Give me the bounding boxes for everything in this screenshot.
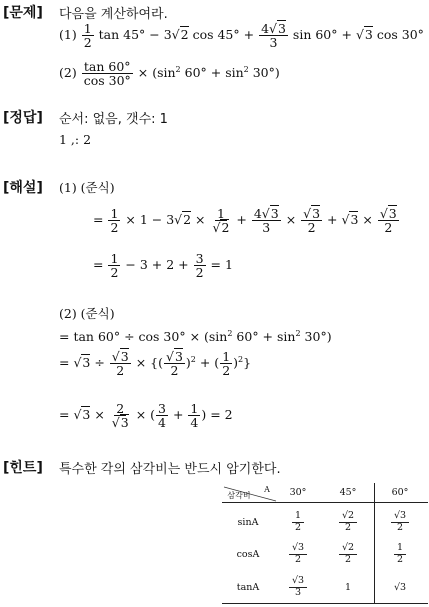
solution-1-result: = 1 (210, 257, 233, 273)
item-1-number: (1) (59, 27, 77, 43)
solution-1-step-2: = $\frac{1}{2}$ − 3 + 2 + $\frac{3}{2}$ = 1 (93, 251, 233, 281)
table-cos-60: 1 2 (380, 540, 420, 568)
solution-1-step-1: = $\frac{1}{2}$ × 1 − 3√ 2 × 1 √ 2 + $\frac{4√ 3}{3}$ × √ $\frac{3}{2}$ + √ 3 × √ $\frac{3}{2}$ (93, 207, 400, 234)
solution-part-1-title: (1) (준식) (59, 180, 115, 195)
table-tan-45: 1 (344, 581, 352, 593)
solution-2-result: = 2 (210, 407, 233, 423)
table-bottom-border (222, 603, 428, 604)
problem-instruction: 다음을 계산하여라. (59, 7, 168, 22)
table-tan-30: √3 3 (278, 573, 318, 601)
table-corner-bottom: 삼각비 (227, 490, 251, 500)
answer-line-2: 1 ,: 2 (59, 132, 92, 147)
table-row-name-tan: tanA (236, 581, 260, 593)
table-column-divider (374, 483, 375, 604)
problem-item-1: (1) $\frac{1}{2}$ tan 45° − 3√ 2 cos 45° + $\frac{4√ 3}{3}$ sin 60° + √ 3 cos 30° (59, 22, 424, 49)
solution-part-2-title: (2) (준식) (59, 306, 115, 321)
table-cos-30: √3 2 (278, 540, 318, 568)
table-cos-45: √2 2 (328, 540, 368, 568)
solution-label: [해설] (3, 180, 43, 196)
table-sin-30: 1 2 (278, 508, 318, 536)
table-row-name-sin: sinA (237, 516, 259, 528)
table-row-name-cos: cosA (236, 548, 260, 560)
table-angle-30: 30° (289, 486, 307, 498)
answer-line-1: 순서: 없음, 갯수: 1 (59, 112, 168, 127)
table-sin-45: √2 2 (328, 508, 368, 536)
problem-item-2: (2) $\frac{\tan 60^\circ}{\cos 30^\circ}$ × ($\sin^2$ $60^\circ + \sin^2 30^\circ$) (59, 59, 280, 89)
table-tan-60: √3 (393, 581, 407, 593)
problem-label: [문제] (3, 5, 43, 21)
solution-2-step-2: = √ 3 ÷ √ $\frac{3}{2}$ × {( √ $\frac{3}{2}$ )$^2$ + ( $\frac{1}{2}$ )$^2$} (59, 350, 251, 377)
hint-label: [힌트] (3, 460, 43, 476)
hint-text: 특수한 각의 삼각비는 반드시 암기한다. (59, 462, 281, 477)
solution-2-step-1: = $\tan 60^\circ \div \cos 30^\circ \times (\sin^2$ $60^\circ + \sin^2 30^\circ$) (59, 329, 332, 345)
table-angle-45: 45° (339, 486, 357, 498)
solution-2-step-3: = √ 3 × 2 √ 3 × ( $\frac{3}{4}$ + $\frac{1}{4}$ ) = 2 (59, 402, 233, 429)
answer-label: [정답] (3, 110, 43, 126)
table-angle-60: 60° (391, 486, 409, 498)
trig-ratio-table (222, 483, 428, 604)
table-corner-top: A (264, 484, 270, 494)
item-2-number: (2) (59, 65, 77, 81)
table-sin-60: √3 2 (380, 508, 420, 536)
